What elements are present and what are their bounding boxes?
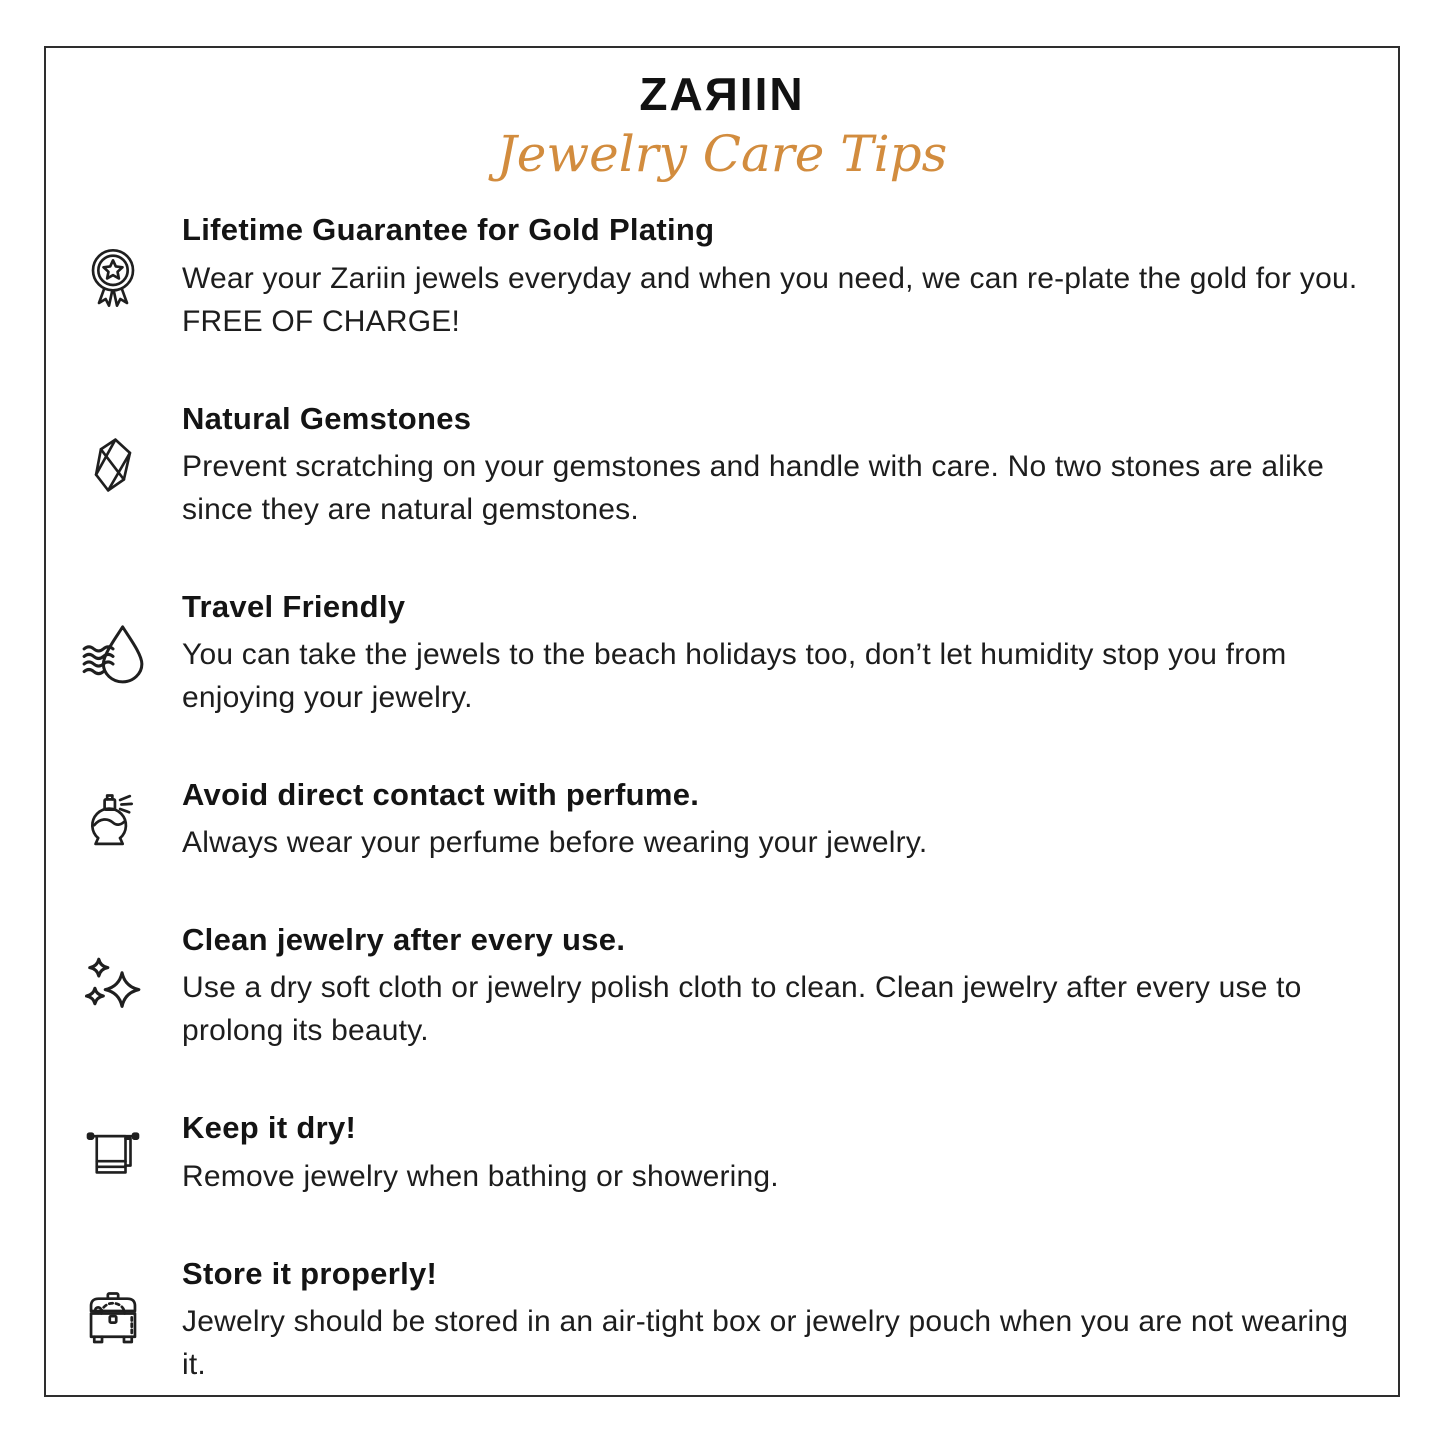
brand-logo: ZAЯIIN: [639, 68, 805, 120]
tip-text: [182, 400, 1398, 531]
tip-title: Natural Gemstones: [182, 400, 472, 436]
perfume-bottle-icon: [78, 789, 148, 851]
tip-body: Remove jewelry when bathing or showering.: [182, 1159, 779, 1193]
tip-title: Lifetime Guarantee for Gold Plating: [182, 212, 715, 248]
tip-row-travel: [46, 588, 1398, 719]
tip-title: Travel Friendly: [182, 588, 406, 624]
tip-text: [182, 1255, 1398, 1386]
tip-text: [182, 211, 1398, 342]
tip-body: You can take the jewels to the beach holidays too, don’t let humidity stop you from enjoying your jewelry.: [182, 637, 1287, 714]
tip-row-clean: [46, 921, 1398, 1052]
tip-title: Clean jewelry after every use.: [182, 922, 626, 958]
tip-row-dry: [46, 1109, 1398, 1197]
care-card: [44, 46, 1400, 1397]
tip-text: [182, 1109, 1398, 1197]
tip-body: Jewelry should be stored in an air-tight box or jewelry pouch when you are not wearing it.: [182, 1304, 1349, 1381]
tip-row-storage: [46, 1255, 1398, 1386]
tip-title: Store it properly!: [182, 1255, 438, 1291]
tip-text: [182, 588, 1398, 719]
tip-body: Use a dry soft cloth or jewelry polish cloth to clean. Clean jewelry after every use to prolong its beauty.: [182, 971, 1302, 1048]
gemstone-icon: [78, 436, 148, 494]
tip-body: Wear your Zariin jewels everyday and when you need, we can re-plate the gold for you. FREE OF CHARGE!: [182, 261, 1358, 338]
tip-text: [182, 921, 1398, 1052]
card-header: [46, 48, 1398, 185]
jewelry-box-icon: [78, 1289, 148, 1351]
tip-text: [182, 776, 1398, 864]
tip-body: Prevent scratching on your gemstones and handle with care. No two stones are alike since they are natural gemstones.: [182, 449, 1325, 526]
tip-body: Always wear your perfume before wearing your jewelry.: [182, 826, 928, 860]
sparkles-icon: [78, 956, 148, 1018]
tip-row-gold-plating: [46, 211, 1398, 342]
tip-title: Keep it dry!: [182, 1110, 357, 1146]
tip-row-gemstones: [46, 400, 1398, 531]
tips-list: [46, 211, 1398, 1385]
tip-title: Avoid direct contact with perfume.: [182, 776, 700, 812]
towel-icon: [78, 1123, 148, 1183]
tip-row-perfume: [46, 776, 1398, 864]
water-drop-humidity-icon: [78, 620, 148, 686]
award-medal-icon: [78, 245, 148, 309]
page-title: Jewelry Care Tips: [496, 124, 948, 183]
